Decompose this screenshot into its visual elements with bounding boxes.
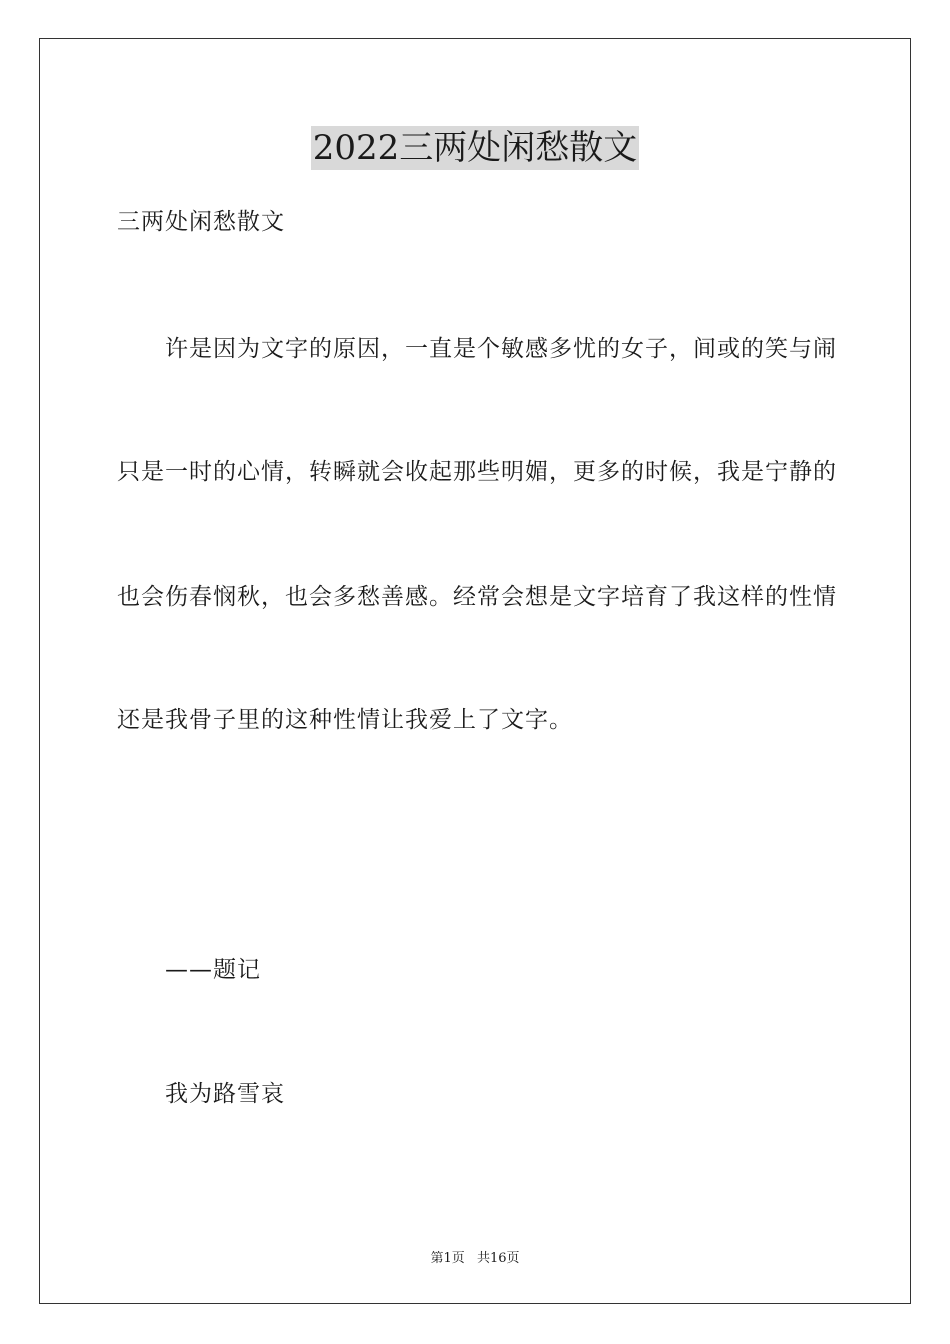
paragraph-line-1: 许是因为文字的原因，一直是个敏感多忧的女子，间或的笑与闹 bbox=[165, 336, 837, 362]
document-title-text: 2022三两处闲愁散文 bbox=[312, 128, 638, 168]
author-name: 我为路雪哀 bbox=[165, 1081, 285, 1107]
paragraph-line-4: 还是我骨子里的这种性情让我爱上了文字。 bbox=[117, 707, 573, 733]
document-subtitle: 三两处闲愁散文 bbox=[117, 209, 285, 235]
page-footer bbox=[0, 1247, 950, 1266]
epigraph-attribution: ——题记 bbox=[165, 957, 261, 983]
document-title bbox=[0, 126, 950, 170]
page-number: 第1页 bbox=[430, 1251, 465, 1266]
paragraph-line-2: 只是一时的心情，转瞬就会收起那些明媚，更多的时候，我是宁静的 bbox=[117, 459, 837, 485]
page-total: 共16页 bbox=[476, 1251, 520, 1266]
paragraph-line-3: 也会伤春悯秋，也会多愁善感。经常会想是文字培育了我这样的性情 bbox=[117, 584, 837, 610]
